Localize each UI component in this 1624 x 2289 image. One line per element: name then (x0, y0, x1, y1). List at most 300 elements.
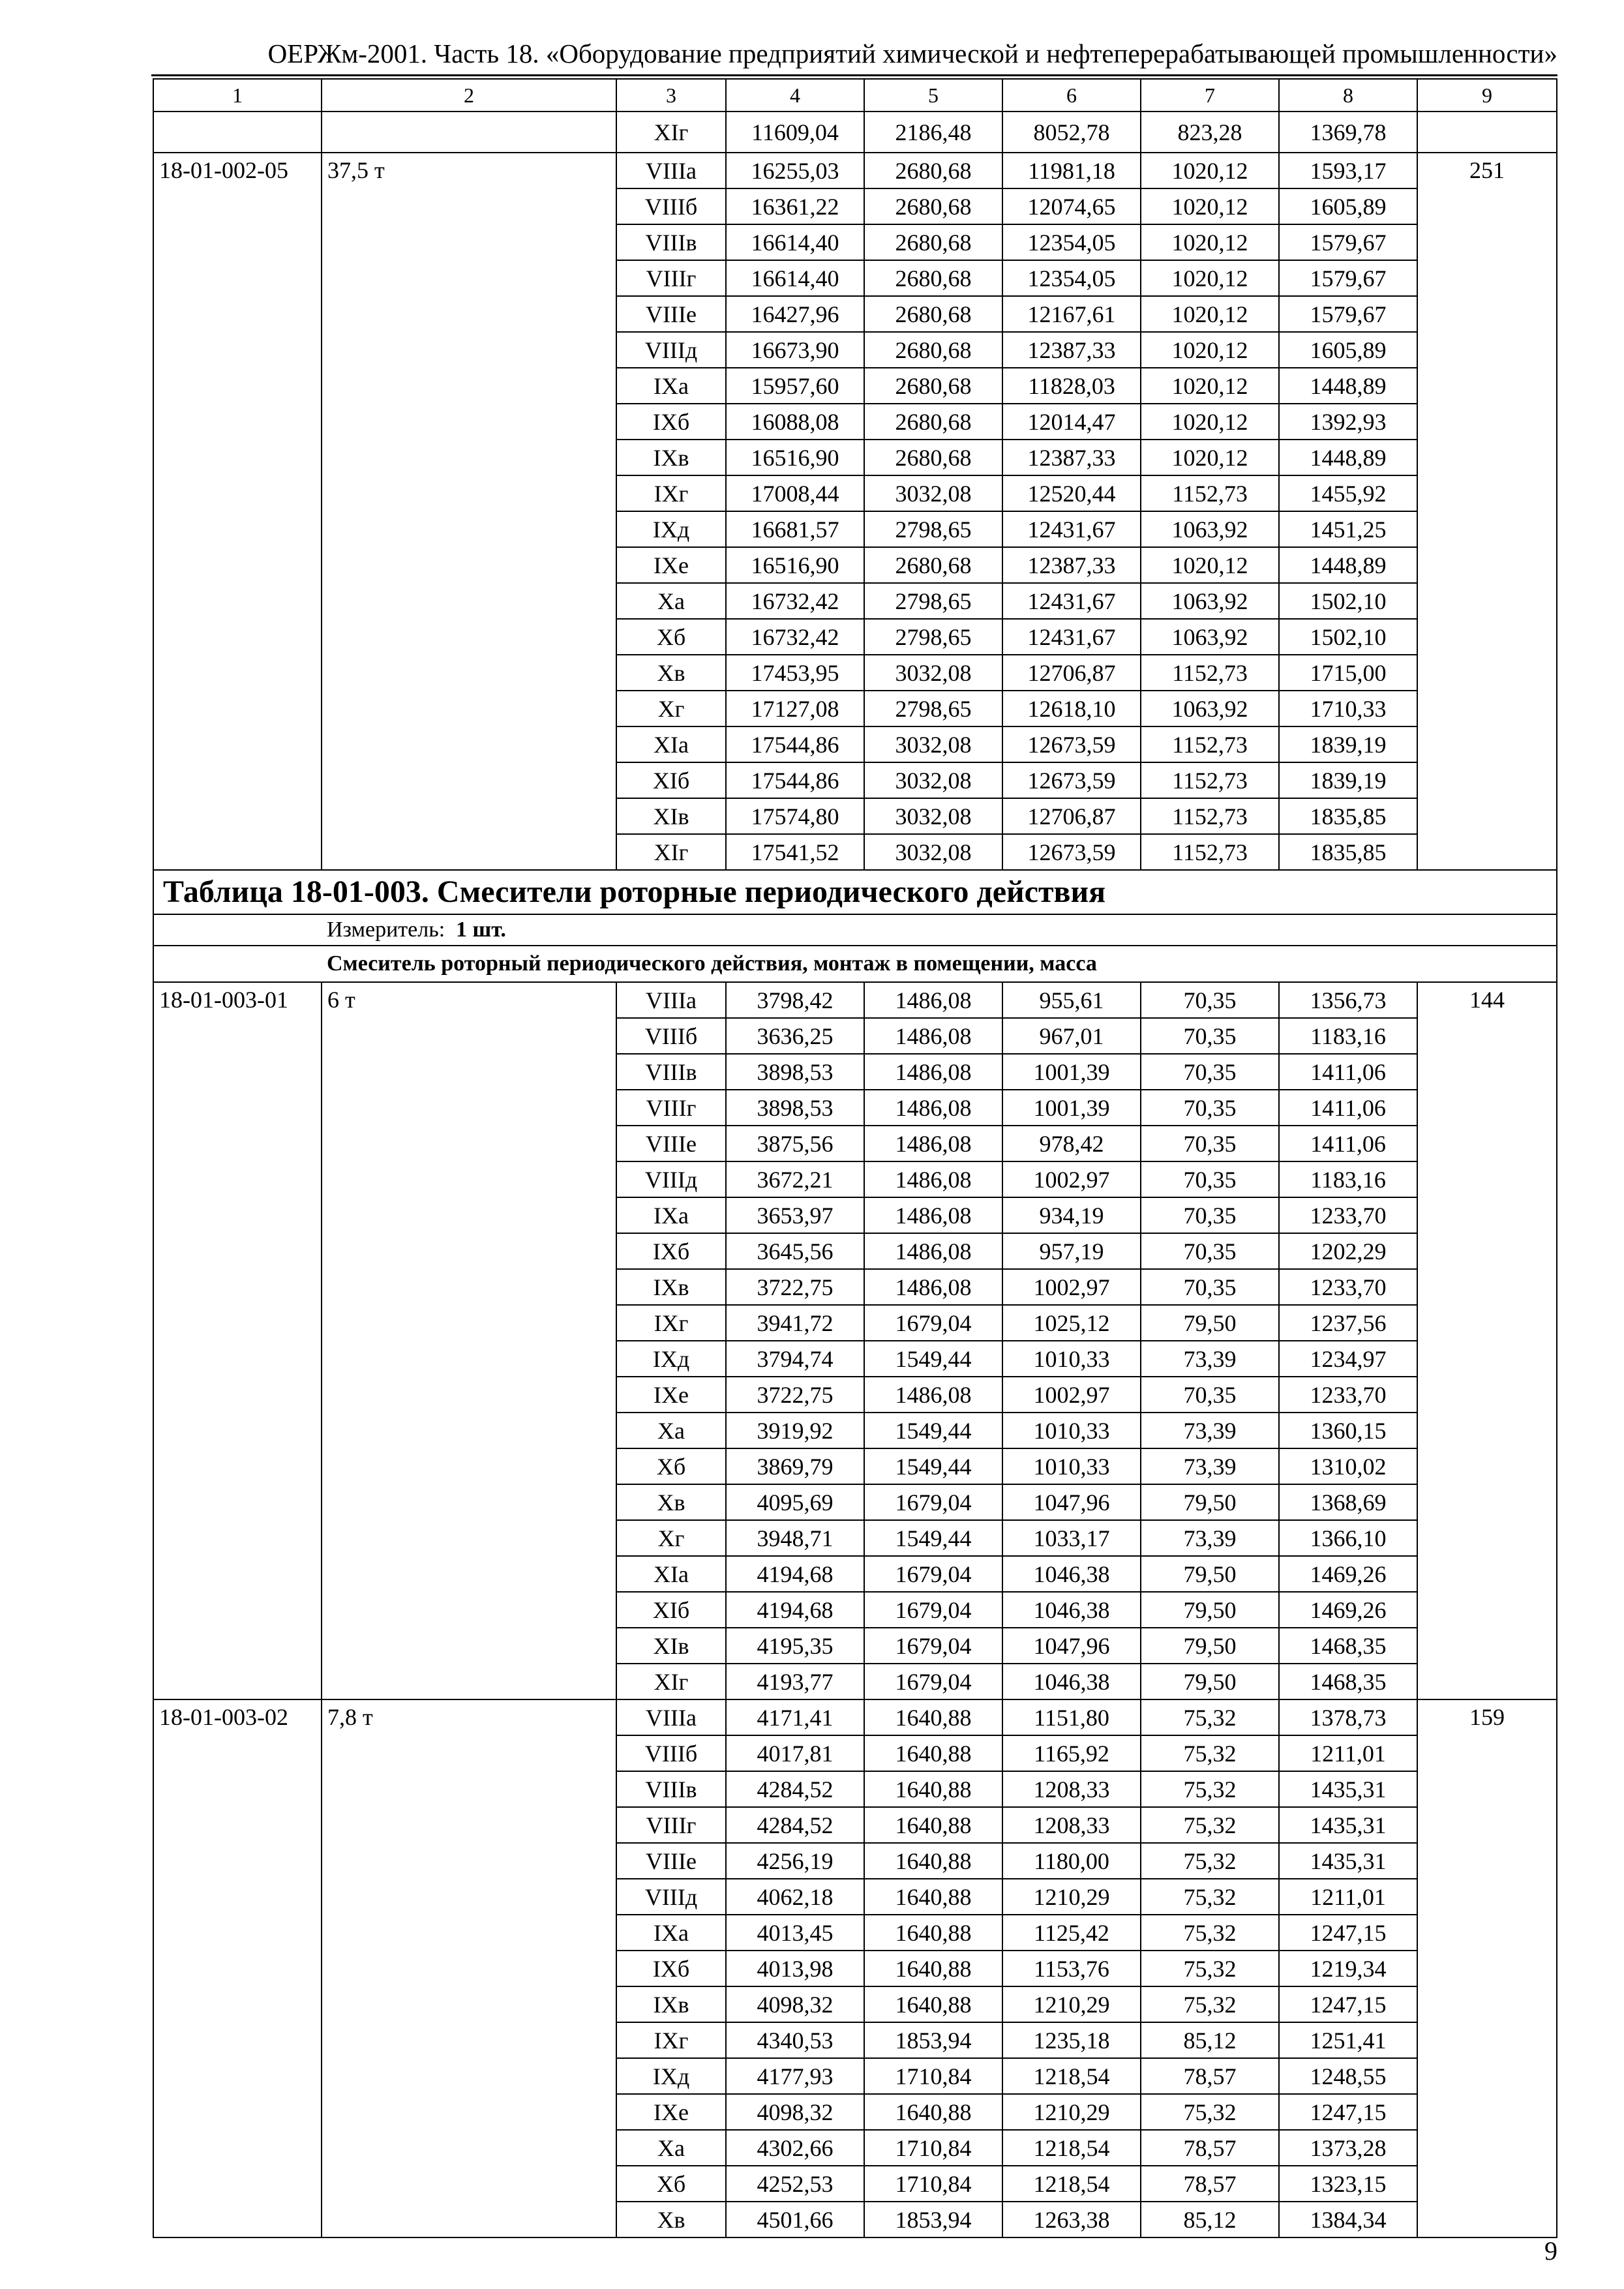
value-cell: 16673,90 (726, 332, 864, 368)
value-cell: 1605,89 (1279, 188, 1417, 224)
table-title-row (153, 870, 1557, 914)
value-cell: 1033,17 (1002, 1520, 1141, 1556)
value-cell: 1679,04 (864, 1556, 1002, 1592)
zone-cell: XIг (616, 112, 726, 153)
table-row (153, 112, 1557, 153)
code-cell: 18-01-003-02 (153, 1699, 322, 2237)
value-cell: 2186,48 (864, 112, 1002, 153)
value-cell: 1549,44 (864, 1413, 1002, 1448)
value-cell: 1579,67 (1279, 224, 1417, 260)
meter-spacer (153, 914, 322, 946)
value-cell: 70,35 (1141, 1054, 1279, 1090)
value-cell: 1063,92 (1141, 691, 1279, 726)
value-cell: 1046,38 (1002, 1664, 1141, 1699)
value-cell: 1640,88 (864, 2094, 1002, 2130)
value-cell: 2680,68 (864, 260, 1002, 296)
value-cell: 79,50 (1141, 1592, 1279, 1628)
name-cell: 6 т (322, 982, 616, 1699)
value-cell: 1710,84 (864, 2166, 1002, 2202)
value-cell: 1202,29 (1279, 1233, 1417, 1269)
zone-cell: XIг (616, 1664, 726, 1699)
value-cell: 73,39 (1141, 1520, 1279, 1556)
value-cell: 70,35 (1141, 1090, 1279, 1126)
zone-cell: VIIIв (616, 1054, 726, 1090)
zone-cell: XIг (616, 834, 726, 870)
zone-cell: VIIIа (616, 982, 726, 1018)
value-cell: 4062,18 (726, 1879, 864, 1915)
zone-cell: Xб (616, 2166, 726, 2202)
value-cell: 75,32 (1141, 1807, 1279, 1843)
value-cell: 1640,88 (864, 1843, 1002, 1879)
value-cell: 3919,92 (726, 1413, 864, 1448)
value-cell: 12673,59 (1002, 726, 1141, 762)
value-cell: 75,32 (1141, 1699, 1279, 1735)
value-cell: 12431,67 (1002, 619, 1141, 655)
value-cell: 1251,41 (1279, 2022, 1417, 2058)
value-cell: 1715,00 (1279, 655, 1417, 691)
value-cell: 4013,98 (726, 1951, 864, 1986)
value-cell: 78,57 (1141, 2166, 1279, 2202)
value-cell: 15957,60 (726, 368, 864, 404)
value-cell: 1369,78 (1279, 112, 1417, 153)
value-cell: 1368,69 (1279, 1484, 1417, 1520)
zone-cell: IXд (616, 1341, 726, 1377)
zone-cell: IXг (616, 475, 726, 511)
value-cell: 1448,89 (1279, 440, 1417, 475)
value-cell: 1455,92 (1279, 475, 1417, 511)
zone-cell: XIа (616, 1556, 726, 1592)
value-cell: 3032,08 (864, 475, 1002, 511)
value-cell: 1151,80 (1002, 1699, 1141, 1735)
value-cell: 3032,08 (864, 762, 1002, 798)
value-cell: 1679,04 (864, 1592, 1002, 1628)
value-cell: 1360,15 (1279, 1413, 1417, 1448)
zone-cell: VIIIв (616, 224, 726, 260)
value-cell: 2680,68 (864, 153, 1002, 188)
value-cell: 1125,42 (1002, 1915, 1141, 1951)
zone-cell: VIIIб (616, 1018, 726, 1054)
zone-cell: Xа (616, 2130, 726, 2166)
value-cell: 75,32 (1141, 1915, 1279, 1951)
value-cell: 1180,00 (1002, 1843, 1141, 1879)
value-cell: 1839,19 (1279, 726, 1417, 762)
zone-cell: VIIIг (616, 260, 726, 296)
value-cell: 1233,70 (1279, 1197, 1417, 1233)
value-cell: 2680,68 (864, 440, 1002, 475)
value-cell: 79,50 (1141, 1556, 1279, 1592)
value-cell: 1710,84 (864, 2058, 1002, 2094)
value-cell: 1853,94 (864, 2202, 1002, 2237)
value-cell: 1853,94 (864, 2022, 1002, 2058)
value-cell: 1435,31 (1279, 1843, 1417, 1879)
value-cell: 1502,10 (1279, 619, 1417, 655)
value-cell: 4098,32 (726, 1986, 864, 2022)
zone-cell: Xб (616, 1448, 726, 1484)
zone-cell: IXе (616, 2094, 726, 2130)
value-cell: 73,39 (1141, 1448, 1279, 1484)
value-cell: 2798,65 (864, 619, 1002, 655)
value-cell: 1263,38 (1002, 2202, 1141, 2237)
zone-cell: IXа (616, 1915, 726, 1951)
value-cell: 1165,92 (1002, 1735, 1141, 1771)
zone-cell: IXд (616, 2058, 726, 2094)
value-cell: 957,19 (1002, 1233, 1141, 1269)
value-cell: 2680,68 (864, 188, 1002, 224)
value-cell: 1063,92 (1141, 511, 1279, 547)
zone-cell: VIIIг (616, 1090, 726, 1126)
value-cell: 1640,88 (864, 1807, 1002, 1843)
zone-cell: IXа (616, 368, 726, 404)
value-cell: 16427,96 (726, 296, 864, 332)
value-cell: 1679,04 (864, 1484, 1002, 1520)
value-cell: 3032,08 (864, 726, 1002, 762)
value-cell: 1835,85 (1279, 834, 1417, 870)
value-cell: 85,12 (1141, 2202, 1279, 2237)
value-cell: 2680,68 (864, 368, 1002, 404)
value-cell: 73,39 (1141, 1413, 1279, 1448)
value-cell: 16255,03 (726, 153, 864, 188)
value-cell: 1640,88 (864, 1915, 1002, 1951)
value-cell: 12618,10 (1002, 691, 1141, 726)
value-cell: 12673,59 (1002, 762, 1141, 798)
value-cell: 1486,08 (864, 1018, 1002, 1054)
value-cell: 11828,03 (1002, 368, 1141, 404)
value-cell: 3798,42 (726, 982, 864, 1018)
value-cell: 1640,88 (864, 1879, 1002, 1915)
value-cell: 1235,18 (1002, 2022, 1141, 2058)
value-cell: 12387,33 (1002, 332, 1141, 368)
value-cell: 4098,32 (726, 2094, 864, 2130)
value-cell: 3794,74 (726, 1341, 864, 1377)
value-cell: 75,32 (1141, 2094, 1279, 2130)
rates-table (153, 78, 1557, 2238)
value-cell: 3653,97 (726, 1197, 864, 1233)
value-cell: 16614,40 (726, 224, 864, 260)
value-cell: 934,19 (1002, 1197, 1141, 1233)
zone-cell: VIIIе (616, 296, 726, 332)
value-cell: 1411,06 (1279, 1126, 1417, 1161)
code-cell: 18-01-002-05 (153, 153, 322, 870)
table-body (153, 79, 1557, 2237)
value-cell: 1183,16 (1279, 1018, 1417, 1054)
column-number-cell: 9 (1417, 79, 1557, 112)
zone-cell: Xг (616, 691, 726, 726)
value-cell: 3948,71 (726, 1520, 864, 1556)
value-cell: 4171,41 (726, 1699, 864, 1735)
value-cell: 11609,04 (726, 112, 864, 153)
value-cell: 1710,33 (1279, 691, 1417, 726)
zone-cell: VIIIд (616, 1879, 726, 1915)
value-cell: 3898,53 (726, 1090, 864, 1126)
value-cell: 1579,67 (1279, 260, 1417, 296)
value-cell: 1046,38 (1002, 1592, 1141, 1628)
value-cell: 1233,70 (1279, 1377, 1417, 1413)
value-cell: 1605,89 (1279, 332, 1417, 368)
value-cell: 1486,08 (864, 1377, 1002, 1413)
value-cell: 4302,66 (726, 2130, 864, 2166)
zone-cell: IXв (616, 1269, 726, 1305)
value-cell: 1211,01 (1279, 1879, 1417, 1915)
value-cell: 1219,34 (1279, 1951, 1417, 1986)
value-cell: 70,35 (1141, 1269, 1279, 1305)
value-cell: 3032,08 (864, 655, 1002, 691)
value-cell: 1486,08 (864, 1197, 1002, 1233)
value-cell: 1411,06 (1279, 1090, 1417, 1126)
value-cell: 4340,53 (726, 2022, 864, 2058)
value-cell: 2680,68 (864, 332, 1002, 368)
value-cell: 85,12 (1141, 2022, 1279, 2058)
value-cell: 1839,19 (1279, 762, 1417, 798)
code-cell (153, 112, 322, 153)
value-cell: 2798,65 (864, 511, 1002, 547)
value-cell: 1640,88 (864, 1699, 1002, 1735)
value-cell: 70,35 (1141, 1018, 1279, 1054)
value-cell: 12706,87 (1002, 655, 1141, 691)
value-cell: 3875,56 (726, 1126, 864, 1161)
value-cell: 1002,97 (1002, 1269, 1141, 1305)
value-cell: 1152,73 (1141, 798, 1279, 834)
value-cell: 1208,33 (1002, 1807, 1141, 1843)
value-cell: 16088,08 (726, 404, 864, 440)
value-cell: 1152,73 (1141, 655, 1279, 691)
value-cell: 17541,52 (726, 834, 864, 870)
value-cell: 823,28 (1141, 112, 1279, 153)
zone-cell: Xг (616, 1520, 726, 1556)
value-cell: 70,35 (1141, 1161, 1279, 1197)
zone-cell: VIIIв (616, 1771, 726, 1807)
value-cell: 17574,80 (726, 798, 864, 834)
code-cell: 18-01-003-01 (153, 982, 322, 1699)
value-cell: 1373,28 (1279, 2130, 1417, 2166)
value-cell: 3898,53 (726, 1054, 864, 1090)
value-cell: 70,35 (1141, 1126, 1279, 1161)
zone-cell: Xв (616, 655, 726, 691)
value-cell: 1152,73 (1141, 834, 1279, 870)
value-cell: 3032,08 (864, 834, 1002, 870)
value-cell: 1549,44 (864, 1341, 1002, 1377)
value-cell: 1210,29 (1002, 1986, 1141, 2022)
value-cell: 75,32 (1141, 1879, 1279, 1915)
value-cell: 1010,33 (1002, 1448, 1141, 1484)
zone-cell: XIв (616, 798, 726, 834)
value-cell: 1247,15 (1279, 1986, 1417, 2022)
value-cell: 75,32 (1141, 1951, 1279, 1986)
value-cell: 1183,16 (1279, 1161, 1417, 1197)
zone-cell: VIIIа (616, 1699, 726, 1735)
subtitle-spacer (153, 946, 322, 982)
value-cell: 16516,90 (726, 547, 864, 583)
subtitle-row (153, 946, 1557, 982)
table-row (153, 153, 1557, 188)
value-cell: 1451,25 (1279, 511, 1417, 547)
value-cell: 1218,54 (1002, 2058, 1141, 2094)
value-cell: 1384,34 (1279, 2202, 1417, 2237)
zone-cell: VIIIб (616, 1735, 726, 1771)
value-cell: 1356,73 (1279, 982, 1417, 1018)
value-cell: 16361,22 (726, 188, 864, 224)
value-cell: 1211,01 (1279, 1735, 1417, 1771)
value-cell: 1468,35 (1279, 1628, 1417, 1664)
value-cell: 1020,12 (1141, 547, 1279, 583)
meter-cell (322, 914, 1557, 946)
running-header: ОЕРЖм-2001. Часть 18. «Оборудование предприятий химической и нефтеперерабатывающей промышленности» (151, 38, 1557, 76)
value-cell: 3869,79 (726, 1448, 864, 1484)
value-cell: 12354,05 (1002, 260, 1141, 296)
value-cell: 75,32 (1141, 1735, 1279, 1771)
value-cell: 75,32 (1141, 1843, 1279, 1879)
value-cell: 1640,88 (864, 1986, 1002, 2022)
value-cell: 1378,73 (1279, 1699, 1417, 1735)
value-cell: 3032,08 (864, 798, 1002, 834)
value-cell: 1208,33 (1002, 1771, 1141, 1807)
value-cell: 1469,26 (1279, 1556, 1417, 1592)
value-cell: 1486,08 (864, 1233, 1002, 1269)
page-ref-cell: 159 (1417, 1699, 1557, 2237)
column-number-cell: 3 (616, 79, 726, 112)
value-cell: 1020,12 (1141, 404, 1279, 440)
value-cell: 79,50 (1141, 1664, 1279, 1699)
value-cell: 1486,08 (864, 1126, 1002, 1161)
column-number-cell: 4 (726, 79, 864, 112)
value-cell: 12706,87 (1002, 798, 1141, 834)
name-cell: 7,8 т (322, 1699, 616, 2237)
value-cell: 1323,15 (1279, 2166, 1417, 2202)
value-cell: 1411,06 (1279, 1054, 1417, 1090)
value-cell: 4013,45 (726, 1915, 864, 1951)
column-number-cell: 2 (322, 79, 616, 112)
zone-cell: IXв (616, 440, 726, 475)
value-cell: 3722,75 (726, 1377, 864, 1413)
value-cell: 1549,44 (864, 1520, 1002, 1556)
value-cell: 1593,17 (1279, 153, 1417, 188)
value-cell: 1237,56 (1279, 1305, 1417, 1341)
value-cell: 12167,61 (1002, 296, 1141, 332)
value-cell: 1020,12 (1141, 368, 1279, 404)
value-cell: 4284,52 (726, 1771, 864, 1807)
value-cell: 1248,55 (1279, 2058, 1417, 2094)
value-cell: 17544,86 (726, 726, 864, 762)
value-cell: 2680,68 (864, 296, 1002, 332)
page-ref-cell (1417, 112, 1557, 153)
value-cell: 1579,67 (1279, 296, 1417, 332)
value-cell: 2680,68 (864, 404, 1002, 440)
value-cell: 1153,76 (1002, 1951, 1141, 1986)
value-cell: 1020,12 (1141, 188, 1279, 224)
value-cell: 1679,04 (864, 1664, 1002, 1699)
value-cell: 1640,88 (864, 1771, 1002, 1807)
value-cell: 12354,05 (1002, 224, 1141, 260)
column-number-cell: 1 (153, 79, 322, 112)
value-cell: 1152,73 (1141, 762, 1279, 798)
table-row (153, 982, 1557, 1018)
value-cell: 1046,38 (1002, 1556, 1141, 1592)
value-cell: 1020,12 (1141, 260, 1279, 296)
value-cell: 1020,12 (1141, 440, 1279, 475)
value-cell: 2798,65 (864, 583, 1002, 619)
value-cell: 11981,18 (1002, 153, 1141, 188)
column-number-cell: 5 (864, 79, 1002, 112)
value-cell: 12431,67 (1002, 511, 1141, 547)
zone-cell: IXд (616, 511, 726, 547)
value-cell: 1486,08 (864, 982, 1002, 1018)
value-cell: 12673,59 (1002, 834, 1141, 870)
value-cell: 79,50 (1141, 1484, 1279, 1520)
value-cell: 16732,42 (726, 619, 864, 655)
zone-cell: VIIIе (616, 1843, 726, 1879)
meter-row (153, 914, 1557, 946)
value-cell: 79,50 (1141, 1628, 1279, 1664)
value-cell: 1640,88 (864, 1735, 1002, 1771)
value-cell: 73,39 (1141, 1341, 1279, 1377)
value-cell: 70,35 (1141, 1377, 1279, 1413)
value-cell: 1002,97 (1002, 1377, 1141, 1413)
value-cell: 12074,65 (1002, 188, 1141, 224)
value-cell: 16732,42 (726, 583, 864, 619)
value-cell: 1502,10 (1279, 583, 1417, 619)
value-cell: 1218,54 (1002, 2130, 1141, 2166)
value-cell: 17544,86 (726, 762, 864, 798)
value-cell: 1152,73 (1141, 475, 1279, 511)
name-cell: 37,5 т (322, 153, 616, 870)
column-numbers-row (153, 79, 1557, 112)
zone-cell: XIа (616, 726, 726, 762)
value-cell: 1010,33 (1002, 1341, 1141, 1377)
value-cell: 1486,08 (864, 1161, 1002, 1197)
page-ref-cell: 144 (1417, 982, 1557, 1699)
value-cell: 16614,40 (726, 260, 864, 296)
value-cell: 1152,73 (1141, 726, 1279, 762)
meter-value: 1 шт. (456, 918, 506, 942)
value-cell: 1063,92 (1141, 583, 1279, 619)
value-cell: 967,01 (1002, 1018, 1141, 1054)
zone-cell: IXв (616, 1986, 726, 2022)
value-cell: 1366,10 (1279, 1520, 1417, 1556)
value-cell: 17127,08 (726, 691, 864, 726)
value-cell: 75,32 (1141, 1986, 1279, 2022)
value-cell: 3672,21 (726, 1161, 864, 1197)
value-cell: 17008,44 (726, 475, 864, 511)
value-cell: 3645,56 (726, 1233, 864, 1269)
value-cell: 3941,72 (726, 1305, 864, 1341)
value-cell: 1210,29 (1002, 1879, 1141, 1915)
zone-cell: Xв (616, 1484, 726, 1520)
table-row (153, 1699, 1557, 1735)
value-cell: 4194,68 (726, 1592, 864, 1628)
value-cell: 1486,08 (864, 1090, 1002, 1126)
value-cell: 70,35 (1141, 982, 1279, 1018)
column-number-cell: 6 (1002, 79, 1141, 112)
value-cell: 1679,04 (864, 1305, 1002, 1341)
value-cell: 1486,08 (864, 1269, 1002, 1305)
page-number: 9 (1544, 2236, 1557, 2266)
value-cell: 1233,70 (1279, 1269, 1417, 1305)
value-cell: 1310,02 (1279, 1448, 1417, 1484)
value-cell: 2798,65 (864, 691, 1002, 726)
meter-label: Измеритель: (327, 918, 445, 942)
value-cell: 17453,95 (726, 655, 864, 691)
zone-cell: IXе (616, 1377, 726, 1413)
value-cell: 1448,89 (1279, 547, 1417, 583)
value-cell: 1392,93 (1279, 404, 1417, 440)
value-cell: 1710,84 (864, 2130, 1002, 2166)
page-ref-cell: 251 (1417, 153, 1557, 870)
value-cell: 1835,85 (1279, 798, 1417, 834)
zone-cell: Xа (616, 1413, 726, 1448)
value-cell: 1679,04 (864, 1628, 1002, 1664)
value-cell: 79,50 (1141, 1305, 1279, 1341)
zone-cell: VIIIб (616, 188, 726, 224)
value-cell: 12014,47 (1002, 404, 1141, 440)
